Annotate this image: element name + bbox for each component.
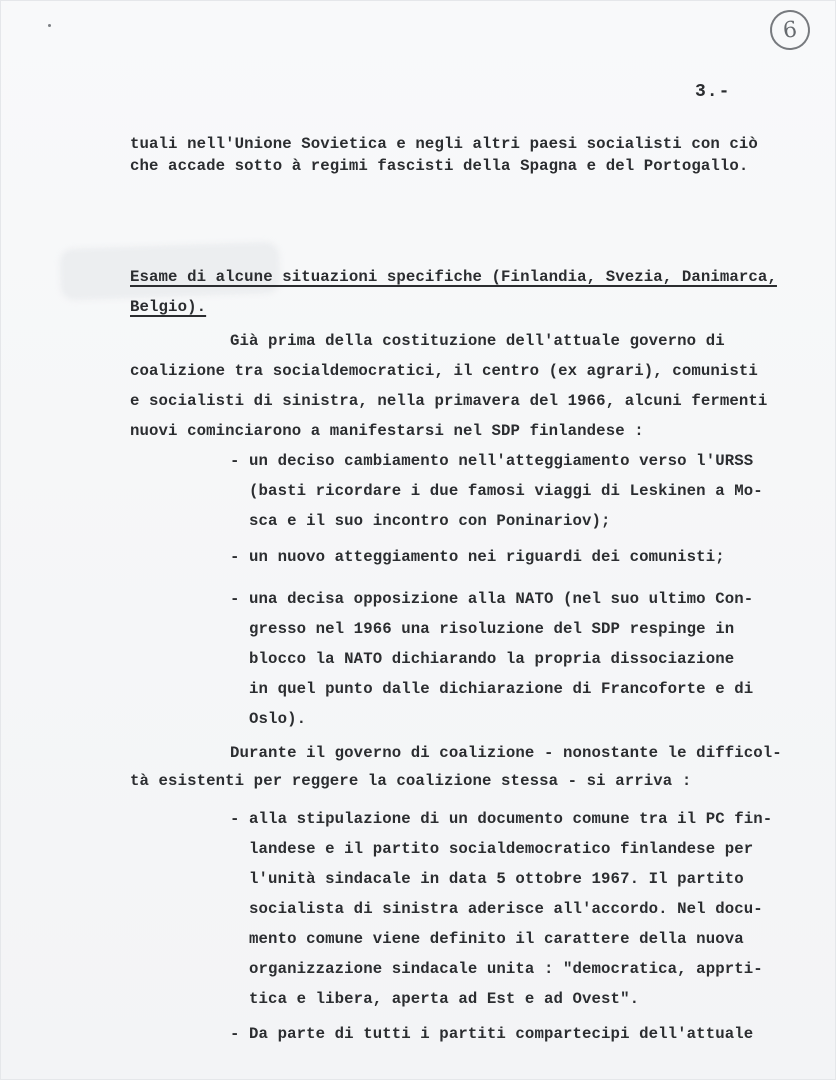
circled-page-number: 6 — [768, 8, 812, 52]
page-number: 3.- — [695, 82, 731, 102]
paragraph-1-line-3: e socialisti di sinistra, nella primavera del 1966, alcuni fermenti — [130, 392, 768, 410]
bullet-1-line-1: - un deciso cambiamento nell'atteggiamento verso l'URSS — [230, 452, 754, 470]
bullet-4-line-5: mento comune viene definito il carattere della nuova — [230, 930, 744, 948]
bullet-4-line-3: l'unità sindacale in data 5 ottobre 1967. Il partito — [230, 870, 744, 888]
paragraph-1-line-2: coalizione tra socialdemocratici, il centro (ex agrari), comunisti — [130, 362, 758, 380]
bullet-3-line-5: Oslo). — [230, 710, 307, 728]
bullet-4-line-2: landese e il partito socialdemocratico finlandese per — [230, 840, 754, 858]
intro-line-1: tuali nell'Unione Sovietica e negli altri paesi socialisti con ciò — [130, 135, 758, 153]
bullet-4-line-1: - alla stipulazione di un documento comune tra il PC fin- — [230, 810, 773, 828]
bullet-2-line-1: - un nuovo atteggiamento nei riguardi dei comunisti; — [230, 548, 725, 566]
bullet-4-line-4: socialista di sinistra aderisce all'accordo. Nel docu- — [230, 900, 763, 918]
bullet-3-line-3: blocco la NATO dichiarando la propria dissociazione — [230, 650, 735, 668]
bullet-3-line-2: gresso nel 1966 una risoluzione del SDP respinge in — [230, 620, 735, 638]
paragraph-2-line-2: tà esistenti per reggere la coalizione stessa - si arriva : — [130, 772, 692, 790]
paragraph-2-line-1: Durante il governo di coalizione - nonostante le difficol- — [230, 744, 782, 762]
bullet-5-line-1: - Da parte di tutti i partiti compartecipi dell'attuale — [230, 1025, 754, 1043]
paper-mark — [48, 24, 51, 27]
section-heading-line-2: Belgio). — [130, 298, 207, 316]
intro-line-2: che accade sotto à regimi fascisti della Spagna e del Portogallo. — [130, 157, 749, 175]
paragraph-1-line-1: Già prima della costituzione dell'attuale governo di — [230, 332, 725, 350]
bullet-4-line-7: tica e libera, aperta ad Est e ad Ovest". — [230, 990, 640, 1008]
bullet-1-line-2: (basti ricordare i due famosi viaggi di Leskinen a Mo- — [230, 482, 763, 500]
bullet-3-line-4: in quel punto dalle dichiarazione di Francoforte e di — [230, 680, 754, 698]
bullet-3-line-1: - una decisa opposizione alla NATO (nel suo ultimo Con- — [230, 590, 754, 608]
section-heading-line-1: Esame di alcune situazioni specifiche (Finlandia, Svezia, Danimarca, — [130, 268, 777, 286]
bullet-1-line-3: sca e il suo incontro con Poninariov); — [230, 512, 611, 530]
bullet-4-line-6: organizzazione sindacale unita : "democratica, apprti- — [230, 960, 763, 978]
paragraph-1-line-4: nuovi cominciarono a manifestarsi nel SDP finlandese : — [130, 422, 644, 440]
